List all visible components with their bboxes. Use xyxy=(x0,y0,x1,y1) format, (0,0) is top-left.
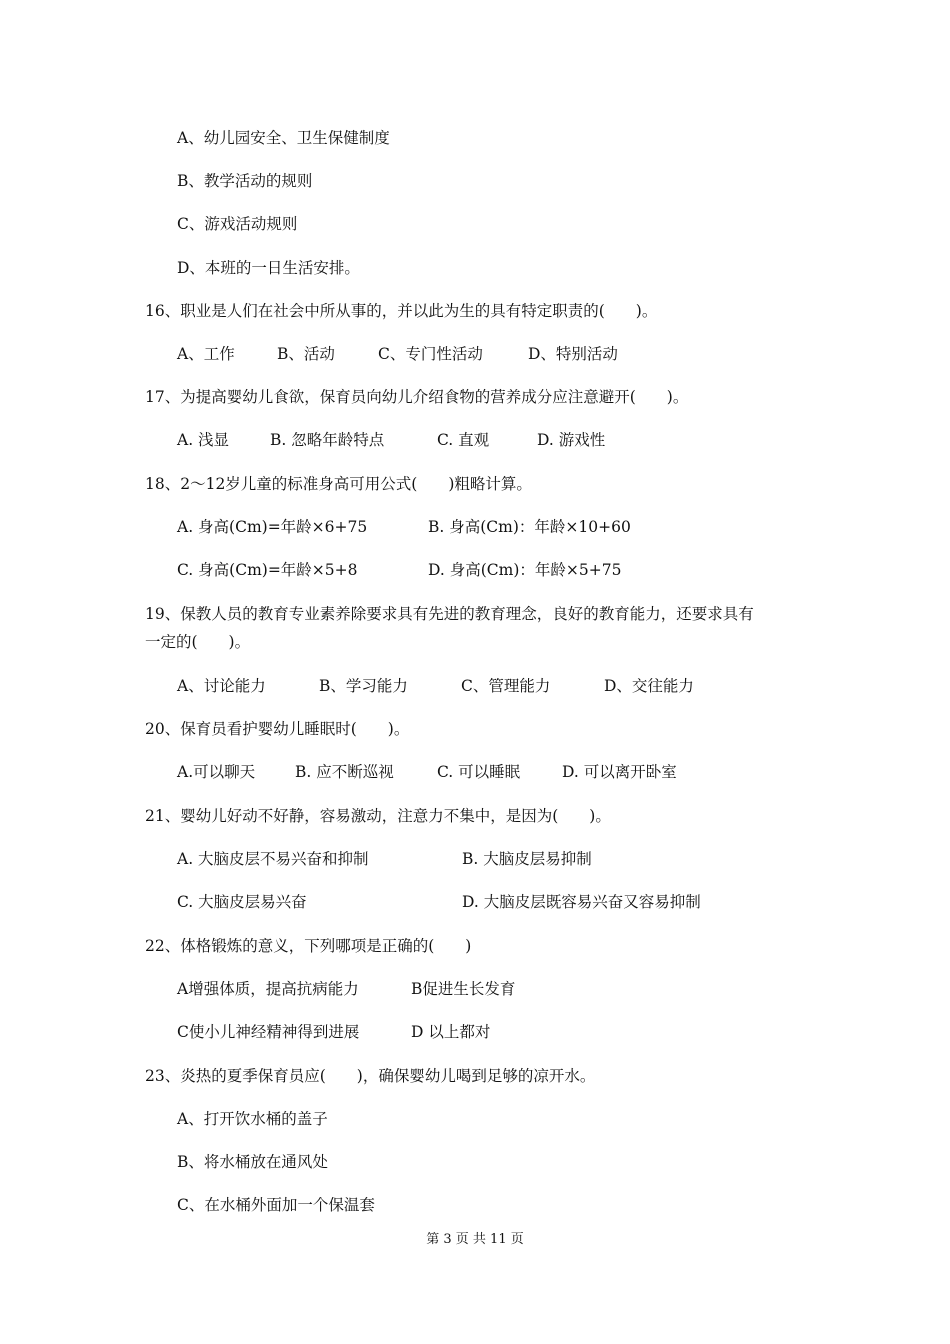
question-18: 18、2～12岁儿童的标准身高可用公式( )粗略计算。 xyxy=(145,475,532,493)
question-23: 23、炎热的夏季保育员应( )，确保婴幼儿喝到足够的凉开水。 xyxy=(145,1067,596,1085)
q18-option-b: B. 身高(Cm)：年龄×10+60 xyxy=(428,518,631,536)
q18-option-d: D. 身高(Cm)：年龄×5+75 xyxy=(428,561,622,579)
q23-option-b: B、将水桶放在通风处 xyxy=(177,1153,328,1171)
q21-option-b: B. 大脑皮层易抑制 xyxy=(462,850,592,868)
q20-option-d: D. 可以离开卧室 xyxy=(562,763,677,781)
q21-option-d: D. 大脑皮层既容易兴奋又容易抑制 xyxy=(462,893,701,911)
q20-option-c: C. 可以睡眠 xyxy=(437,763,521,781)
option-a: A、幼儿园安全、卫生保健制度 xyxy=(177,129,390,147)
question-21: 21、婴幼儿好动不好静，容易激动，注意力不集中，是因为( )。 xyxy=(145,807,611,825)
q22-option-b: B促进生长发育 xyxy=(411,980,516,998)
question-22: 22、体格锻炼的意义，下列哪项是正确的( ) xyxy=(145,937,472,955)
q16-option-a: A、工作 xyxy=(177,345,235,363)
q22-option-d: D 以上都对 xyxy=(411,1023,491,1041)
q16-option-d: D、特别活动 xyxy=(528,345,618,363)
question-17: 17、为提高婴幼儿食欲，保育员向幼儿介绍食物的营养成分应注意避开( )。 xyxy=(145,388,689,406)
question-16: 16、职业是人们在社会中所从事的，并以此为生的具有特定职责的( )。 xyxy=(145,302,658,320)
q20-option-b: B. 应不断巡视 xyxy=(295,763,394,781)
option-b: B、教学活动的规则 xyxy=(177,172,313,190)
q17-option-b: B. 忽略年龄特点 xyxy=(270,431,385,449)
q19-option-a: A、讨论能力 xyxy=(177,677,266,695)
q18-option-a: A. 身高(Cm)=年龄×6+75 xyxy=(177,518,368,536)
q23-option-c: C、在水桶外面加一个保温套 xyxy=(177,1196,375,1214)
q23-option-a: A、打开饮水桶的盖子 xyxy=(177,1110,328,1128)
q22-option-a: A增强体质，提高抗病能力 xyxy=(177,980,359,998)
q19-option-b: B、学习能力 xyxy=(319,677,408,695)
question-20: 20、保育员看护婴幼儿睡眠时( )。 xyxy=(145,720,410,738)
q17-option-c: C. 直观 xyxy=(437,431,490,449)
q21-option-a: A. 大脑皮层不易兴奋和抑制 xyxy=(177,850,369,868)
question-19-line-1: 19、保教人员的教育专业素养除要求具有先进的教育理念，良好的教育能力，还要求具有 xyxy=(145,605,754,623)
q18-option-c: C. 身高(Cm)=年龄×5+8 xyxy=(177,561,358,579)
q20-option-a: A.可以聊天 xyxy=(177,763,256,781)
q16-option-b: B、活动 xyxy=(277,345,335,363)
q17-option-a: A. 浅显 xyxy=(177,431,230,449)
q21-option-c: C. 大脑皮层易兴奋 xyxy=(177,893,307,911)
page-footer: 第 3 页 共 11 页 xyxy=(426,1232,524,1247)
q19-option-c: C、管理能力 xyxy=(461,677,551,695)
q16-option-c: C、专门性活动 xyxy=(378,345,483,363)
q17-option-d: D. 游戏性 xyxy=(537,431,606,449)
question-19-line-2: 一定的( )。 xyxy=(145,633,251,651)
option-d: D、本班的一日生活安排。 xyxy=(177,259,360,277)
option-c: C、游戏活动规则 xyxy=(177,215,298,233)
q19-option-d: D、交往能力 xyxy=(604,677,694,695)
q22-option-c: C使小儿神经精神得到进展 xyxy=(177,1023,360,1041)
